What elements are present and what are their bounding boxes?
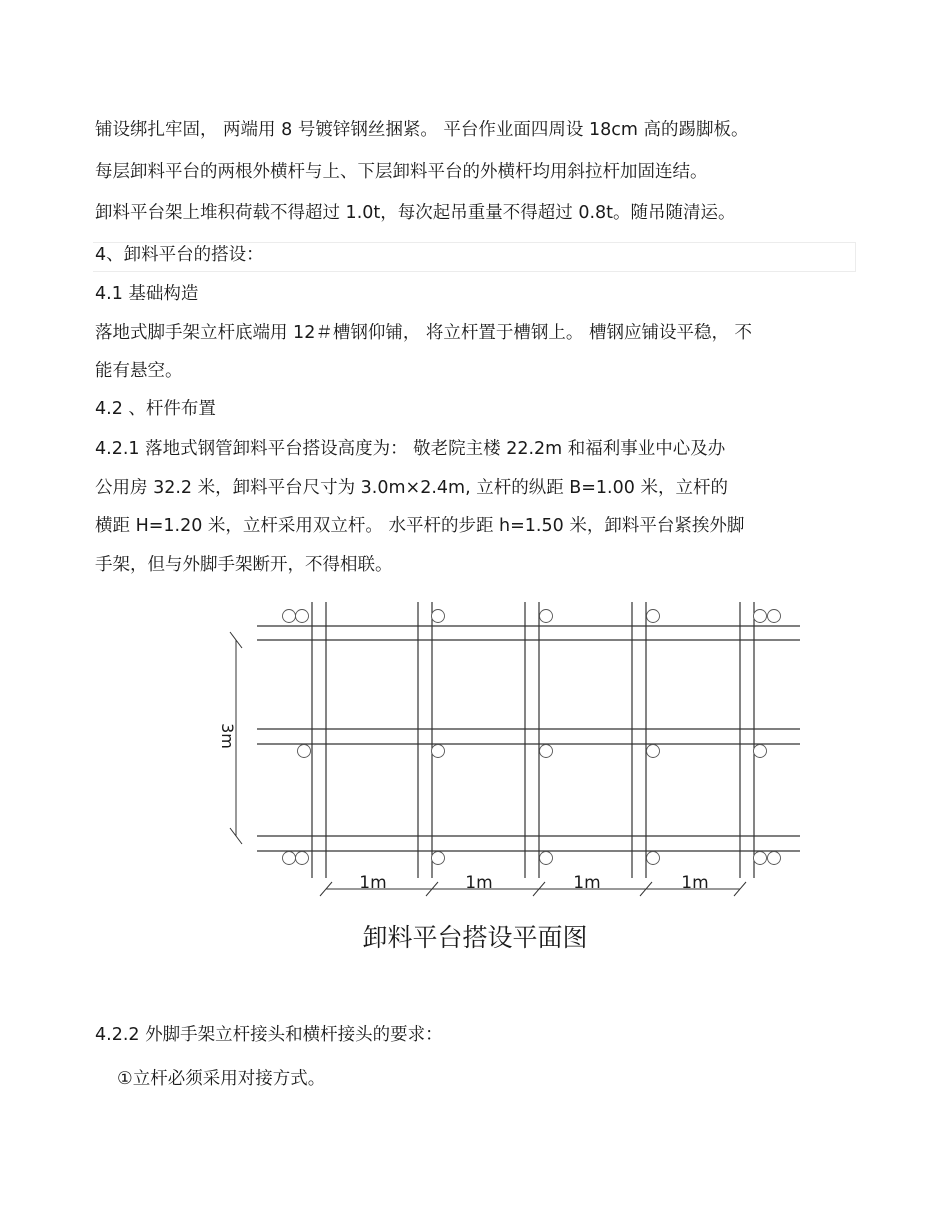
paragraph-line: 公用房 32.2 米，卸料平台尺寸为 3.0m×2.4m, 立杆的纵距 B=1.00 米，立杆的 [95, 478, 728, 498]
span-label: 1m [465, 873, 493, 893]
paragraph-line: 能有悬空。 [95, 361, 183, 381]
span-label: 1m [681, 873, 709, 893]
coupler-circle [754, 852, 767, 865]
coupler-circle [540, 852, 553, 865]
subsection-heading: 4.2.2 外脚手架立杆接头和横杆接头的要求： [95, 1025, 443, 1045]
paragraph-line: 落地式脚手架立杆底端用 12＃槽钢仰铺， 将立杆置于槽钢上。 槽钢应铺设平稳， 不 [95, 323, 753, 343]
span-label: 1m [573, 873, 601, 893]
coupler-circle [768, 610, 781, 623]
span-label: 1m [359, 873, 387, 893]
coupler-group [283, 610, 781, 865]
figure-caption: 卸料平台搭设平面图 [362, 923, 588, 952]
coupler-circle [283, 610, 296, 623]
coupler-circle [754, 610, 767, 623]
coupler-circle [754, 745, 767, 758]
paragraph-line: 4.2.1 落地式钢管卸料平台搭设高度为： 敬老院主楼 22.2m 和福利事业中心及办 [95, 439, 726, 459]
paragraph-line: 每层卸料平台的两根外横杆与上、下层卸料平台的外横杆均用斜拉杆加固连结。 [95, 162, 708, 182]
coupler-circle [540, 610, 553, 623]
subsection-heading: 4.2 、杆件布置 [95, 399, 216, 419]
coupler-circle [283, 852, 296, 865]
coupler-circle [647, 610, 660, 623]
coupler-circle [647, 852, 660, 865]
coupler-circle [768, 852, 781, 865]
section-heading: 4、卸料平台的搭设： [95, 245, 264, 265]
list-item: ①立杆必须采用对接方式。 [117, 1069, 326, 1089]
height-dimension-label: 3m [218, 723, 237, 749]
paragraph-line: 铺设绑扎牢固， 两端用 8 号镀锌钢丝捆紧。 平台作业面四周设 18cm 高的踢脚板。 [95, 120, 749, 140]
paragraph-line: 横距 H=1.20 米，立杆采用双立杆。 水平杆的步距 h=1.50 米，卸料平台紧挨外脚 [95, 516, 745, 536]
coupler-circle [647, 745, 660, 758]
paragraph-line: 卸料平台架上堆积荷载不得超过 1.0t，每次起吊重量不得超过 0.8t。随吊随清运。 [95, 203, 736, 223]
paragraph-line: 手架，但与外脚手架断开，不得相联。 [95, 555, 393, 575]
coupler-circle [296, 852, 309, 865]
coupler-circle [432, 610, 445, 623]
coupler-circle [296, 610, 309, 623]
coupler-circle [298, 745, 311, 758]
coupler-circle [540, 745, 553, 758]
scaffold-grid [257, 602, 800, 878]
coupler-circle [432, 745, 445, 758]
coupler-circle [432, 852, 445, 865]
subsection-heading: 4.1 基础构造 [95, 284, 199, 304]
